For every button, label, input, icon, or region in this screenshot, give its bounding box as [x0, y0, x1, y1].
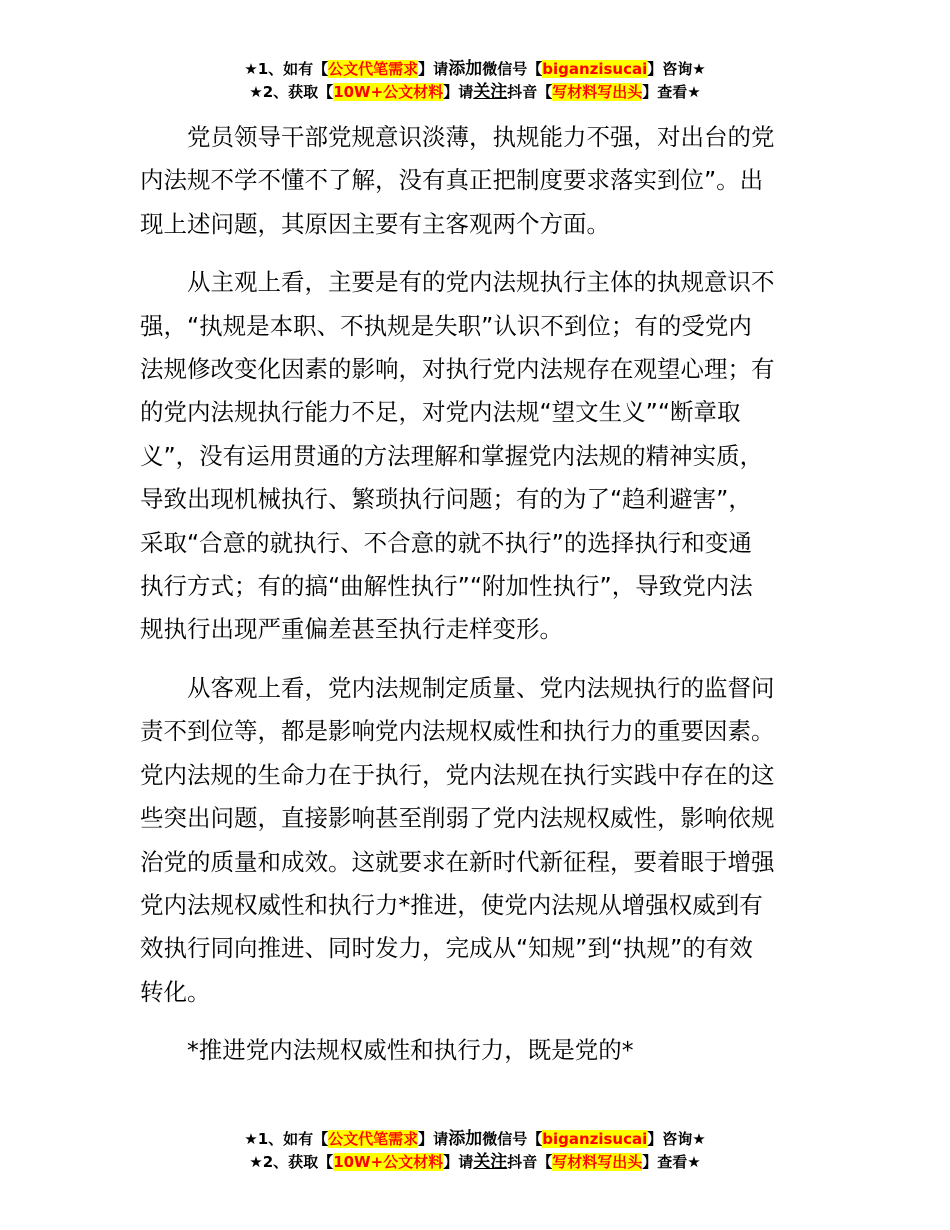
- paragraph-3: 从客观上看，党内法规制定质量、党内法规执行的监督问 责不到位等，都是影响党内法规权威性和执行力的重要因素。 党内法规的生命力在于执行，党内法规在执行实践中存在的这 些突出问题，直接影响甚至削弱了党内法规权威性，影响依规 治党的质量和成效。这就要求在新时代新征程，要着眼于增强 党内法规权威性和执行力*推进，使党内法规从增强权威到有 效执行同向推进、同时发力，完成从“知规”到“执规”的有效 转化。: [140, 673, 775, 1006]
- highlight-wechat-id: biganzisucai: [542, 1130, 648, 1148]
- highlight-wechat-id: biganzisucai: [542, 60, 648, 78]
- highlight-douyin-account: 写材料写出头: [552, 1153, 643, 1171]
- highlight-ghostwriting: 公文代笔需求: [328, 1130, 419, 1148]
- paragraph-1: 党员领导干部党规意识淡薄，执规能力不强，对出台的党 内法规不学不懂不了解，没有真正把制度要求落实到位”。出 现上述问题，其原因主要有主客观两个方面。: [140, 123, 775, 238]
- banner-line-2: ★2、获取【10W+公文材料】请关注抖音【写材料写出头】查看★: [249, 1152, 701, 1172]
- banner-line-1: ★1、如有【公文代笔需求】请添加微信号【biganzisucai】咨询★: [244, 59, 706, 79]
- highlight-ghostwriting: 公文代笔需求: [328, 60, 419, 78]
- banner-line-1: ★1、如有【公文代笔需求】请添加微信号【biganzisucai】咨询★: [244, 1129, 706, 1149]
- footer-banner: [0, 1128, 950, 1174]
- highlight-douyin-account: 写材料写出头: [552, 83, 643, 101]
- highlight-materials: 10W+公文材料: [333, 83, 444, 101]
- paragraph-2: 从主观上看，主要是有的党内法规执行主体的执规意识不 强，“执规是本职、不执规是失职”认识不到位；有的受党内 法规修改变化因素的影响，对执行党内法规存在观望心理；有 的党内法规执行能力不足，对党内法规“望文生义”“断章取 义”，没有运用贯通的方法理解和掌握党内法规的精神实质， 导致出现机械执行、繁琐执行问题；有的为了“趋利避害”， 采取“合意的就执行、不合意的就不执行”的选择执行和变通 执行方式；有的搞“曲解性执行”“附加性执行”，导致党内法 规执行出现严重偏差甚至执行走样变形。: [140, 268, 775, 644]
- header-banner: [0, 58, 950, 104]
- paragraph-4: *推进党内法规权威性和执行力，既是党的*: [187, 1036, 634, 1065]
- document-body: [140, 116, 812, 1088]
- banner-line-2: ★2、获取【10W+公文材料】请关注抖音【写材料写出头】查看★: [249, 82, 701, 102]
- highlight-materials: 10W+公文材料: [333, 1153, 444, 1171]
